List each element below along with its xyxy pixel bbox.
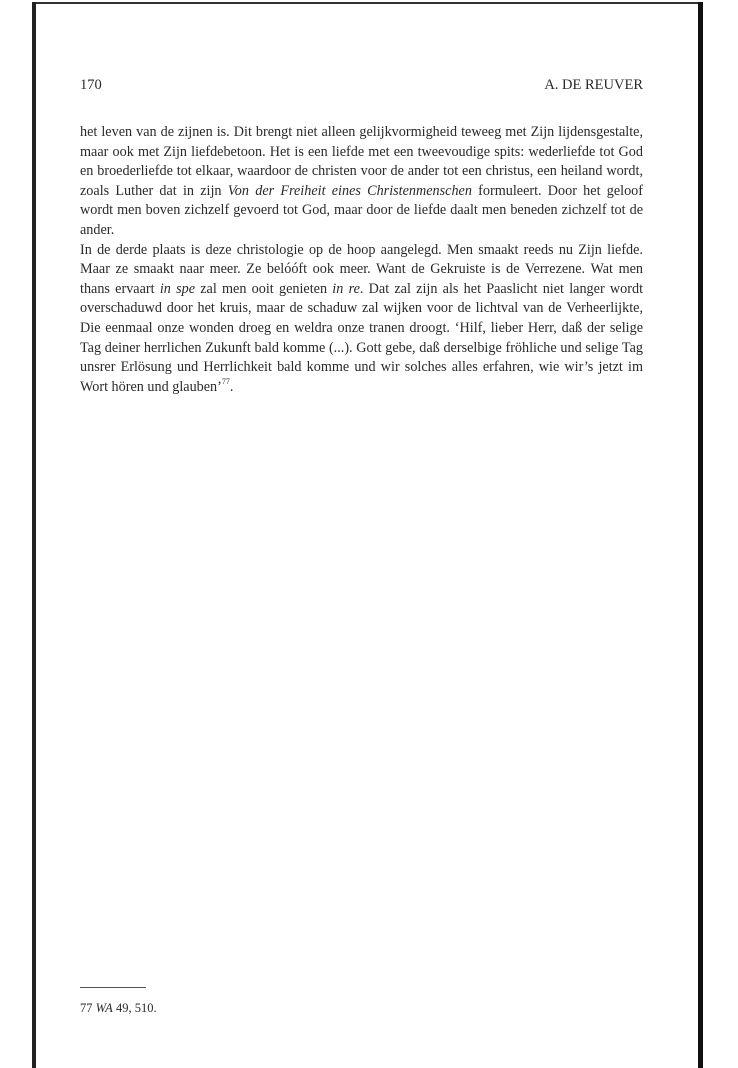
page-number: 170 (80, 77, 102, 93)
page-top-edge (34, 2, 702, 4)
paragraph-2-text-a: In de derde plaats is deze christologie op de hoop aangelegd. Men smaakt reeds nu Zijn liefde. Maar ze smaakt naar meer. Ze belóóft ook meer. Want de Gekruiste is de Verrezene. Wat men thans ervaart (80, 241, 643, 297)
footnote-number: 77 (80, 1001, 93, 1015)
footnote (80, 1001, 157, 1016)
paragraph-2-text-c: . Dat zal zijn als het Paaslicht niet langer wordt overschaduwd door het kruis, maar de schaduw zal wijken voor de lichtval van de Verheerlijkte, Die eenmaal onze wonden droeg en weldra onze tranen droogt. ‘Hilf, lieber Herr, daß der selige Tag deiner herrlichen Zukunft bald komme (...). Gott gebe, daß derselbige fröhliche und selige Tag unsrer Erlösung und Herrlichkeit bald komme und wir solches alles erfahren, wie wir’s jetzt im Wort hören und glauben’ (80, 280, 644, 395)
page-right-edge (698, 2, 703, 1068)
paragraph-2-text-d: . (229, 378, 234, 395)
footnote-source: WA (95, 1001, 113, 1015)
paragraph-1-text-b: formuleert. Door het geloof wordt men boven zichzelf gevoerd tot God, maar door de liefde daalt men beneden zichzelf tot de ander. (80, 182, 643, 238)
paragraph-1 (80, 123, 643, 241)
book-title: Von der Freiheit eines Christenmenschen (227, 182, 472, 199)
running-head: A. DE REUVER (544, 77, 643, 93)
latin-term-in-spe: in spe (159, 280, 195, 297)
footnote-divider (80, 987, 146, 988)
page-left-edge (32, 2, 36, 1068)
latin-term-in-re: in re (332, 280, 360, 297)
footnote-reference[interactable]: 77 (221, 376, 230, 386)
footnote-citation: 49, 510. (112, 1001, 157, 1015)
paragraph-1-text-a: het leven van de zijnen is. Dit brengt niet alleen gelijkvormigheid teweeg met Zijn lijdensgestalte, maar ook met Zijn liefdebetoon. Het is een liefde met een tweevoudige spits: wederliefde tot God en broederliefde tot elkaar, waardoor de christen voor de ander tot een christus, een heiland wordt, zoals Luther dat in zijn (80, 124, 643, 199)
paragraph-2 (80, 241, 643, 398)
body-text (80, 123, 643, 397)
paragraph-2-text-b: zal men ooit genieten (195, 280, 333, 297)
